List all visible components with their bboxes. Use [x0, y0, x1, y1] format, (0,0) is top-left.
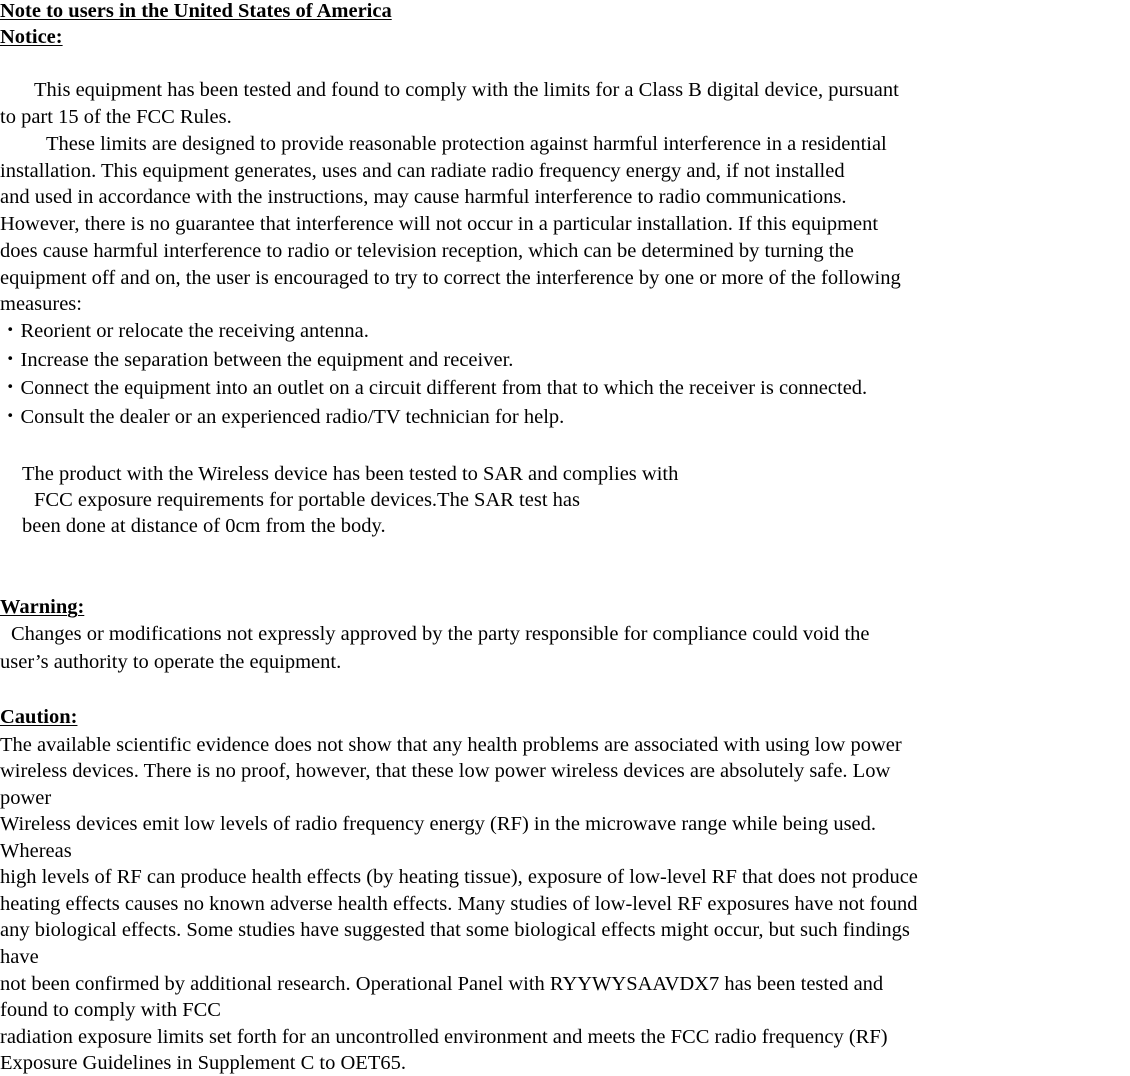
notice-paragraph-line: does cause harmful interference to radio or television reception, which can be determined by turning the — [0, 240, 854, 262]
list-item: ・Reorient or relocate the receiving antenna. — [0, 320, 369, 342]
warning-heading: Warning: — [0, 596, 85, 618]
notice-paragraph-line: However, there is no guarantee that interference will not occur in a particular installation. If this equipment — [0, 213, 879, 235]
caution-line: any biological effects. Some studies have suggested that some biological effects might occur, but such findings — [0, 919, 910, 941]
notice-heading: Notice: — [0, 26, 63, 48]
notice-paragraph-line: to part 15 of the FCC Rules. — [0, 106, 232, 128]
notice-paragraph-line: equipment off and on, the user is encouraged to try to correct the interference by one or more of the following — [0, 267, 901, 289]
sar-statement-line: The product with the Wireless device has been tested to SAR and complies with — [22, 463, 679, 485]
caution-line: wireless devices. There is no proof, however, that these low power wireless devices are absolutely safe. Low — [0, 760, 891, 782]
caution-line: radiation exposure limits set forth for an uncontrolled environment and meets the FCC radio frequency (RF) — [0, 1026, 888, 1048]
caution-line: Whereas — [0, 840, 72, 862]
page-title: Note to users in the United States of America — [0, 0, 392, 22]
notice-paragraph-line: These limits are designed to provide reasonable protection against harmful interference in a residential — [46, 133, 887, 155]
list-item: ・Consult the dealer or an experienced radio/TV technician for help. — [0, 406, 565, 428]
warning-line: Changes or modifications not expressly approved by the party responsible for compliance could void the — [11, 623, 870, 645]
warning-line: user’s authority to operate the equipment. — [0, 651, 342, 673]
caution-line: found to comply with FCC — [0, 999, 221, 1021]
notice-paragraph-line: and used in accordance with the instructions, may cause harmful interference to radio communications. — [0, 186, 847, 208]
list-item: ・Increase the separation between the equipment and receiver. — [0, 349, 514, 371]
caution-line: not been confirmed by additional research. Operational Panel with RYYWYSAAVDX7 has been tested and — [0, 973, 884, 995]
caution-line: high levels of RF can produce health effects (by heating tissue), exposure of low-level RF that does not produce — [0, 866, 918, 888]
notice-paragraph-line: This equipment has been tested and found to comply with the limits for a Class B digital device, pursuant — [34, 79, 899, 101]
caution-line: The available scientific evidence does not show that any health problems are associated with using low power — [0, 734, 902, 756]
list-item: ・Connect the equipment into an outlet on a circuit different from that to which the receiver is connected. — [0, 377, 868, 399]
caution-line: Wireless devices emit low levels of radio frequency energy (RF) in the microwave range while being used. — [0, 813, 877, 835]
caution-line: heating effects causes no known adverse health effects. Many studies of low-level RF exposures have not found — [0, 893, 918, 915]
caution-line: power — [0, 787, 52, 809]
caution-line: Exposure Guidelines in Supplement C to OET65. — [0, 1052, 406, 1074]
notice-paragraph-line: measures: — [0, 293, 82, 315]
caution-line: have — [0, 946, 39, 968]
sar-statement-line: FCC exposure requirements for portable devices.The SAR test has — [34, 489, 580, 511]
notice-paragraph-line: installation. This equipment generates, uses and can radiate radio frequency energy and, if not installed — [0, 160, 845, 182]
sar-statement-line: been done at distance of 0cm from the body. — [22, 515, 386, 537]
caution-heading: Caution: — [0, 706, 78, 728]
